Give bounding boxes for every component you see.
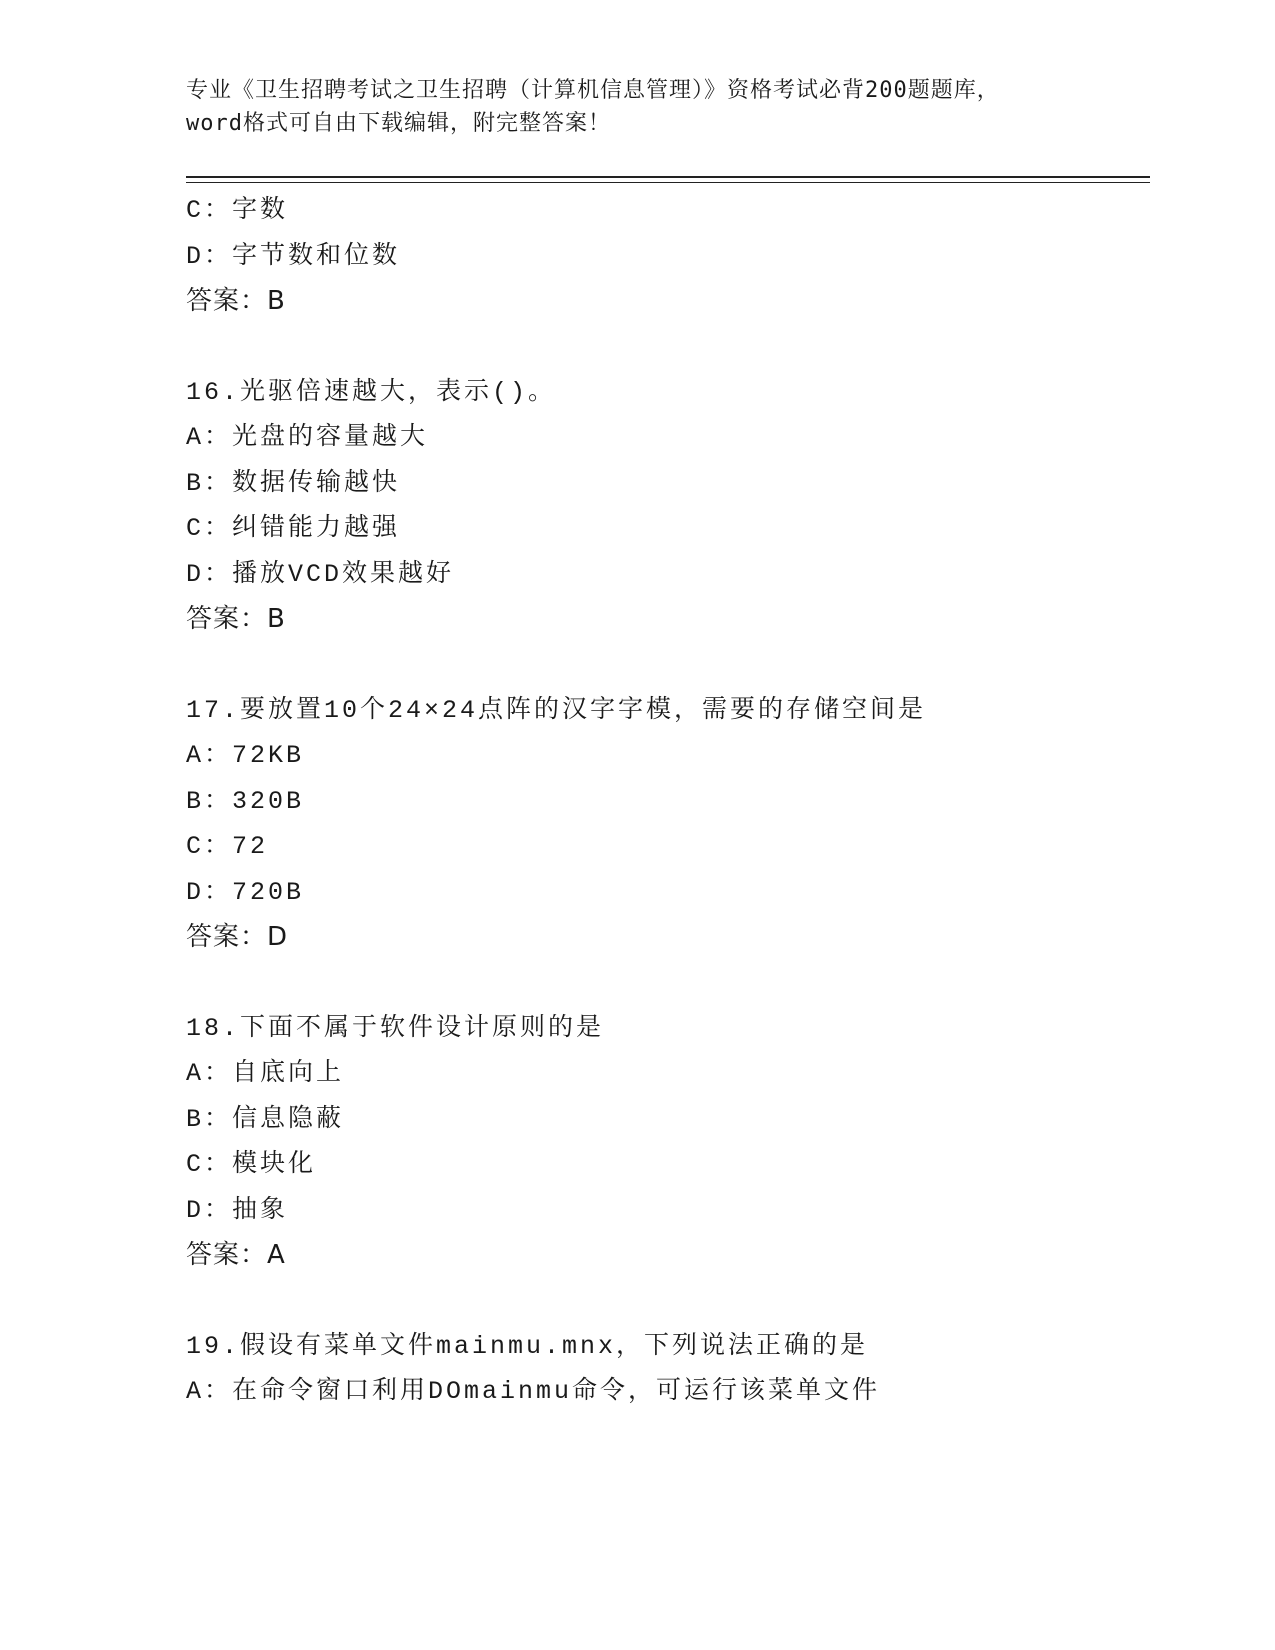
option-label: B： — [186, 468, 233, 498]
previous-question-tail — [186, 188, 1146, 325]
option-label: B： — [186, 786, 233, 816]
option-c — [186, 1142, 1146, 1188]
option-b — [186, 461, 1146, 507]
option-a — [186, 1369, 1146, 1415]
option-label: D： — [186, 1195, 233, 1225]
option-label: A： — [186, 1059, 233, 1088]
option-text: 720B — [232, 877, 305, 907]
option-label: A： — [186, 1377, 233, 1406]
option-d — [186, 870, 1146, 916]
header-divider-thin — [186, 182, 1150, 183]
option-text: 光盘的容量越大 — [232, 423, 429, 452]
option-a — [186, 733, 1146, 779]
question-19 — [186, 1324, 1146, 1415]
option-label: A： — [186, 741, 233, 770]
option-label: A： — [186, 423, 233, 452]
spacer — [186, 1279, 1146, 1324]
question-18 — [186, 1006, 1146, 1279]
question-stem: 19.假设有菜单文件mainmu.mnx，下列说法正确的是 — [186, 1331, 869, 1361]
option-text: 72 — [232, 832, 269, 861]
option-label: D： — [186, 241, 233, 271]
question-16 — [186, 370, 1146, 643]
option-c — [186, 824, 1146, 870]
option-text: 数据传输越快 — [232, 468, 401, 498]
spacer — [186, 643, 1146, 688]
header-title-line-2: word格式可自由下载编辑，附完整答案！ — [186, 111, 611, 136]
option-a — [186, 415, 1146, 461]
option-d — [186, 552, 1146, 598]
spacer — [186, 325, 1146, 370]
option-text: 字节数和位数 — [232, 241, 401, 271]
option-label: C： — [186, 514, 233, 543]
option-c — [186, 506, 1146, 552]
option-text: 播放VCD效果越好 — [232, 559, 455, 589]
option-d — [186, 234, 1146, 280]
option-text: 抽象 — [232, 1195, 289, 1225]
option-text: 纠错能力越强 — [232, 514, 401, 543]
option-text: 72KB — [232, 741, 305, 770]
option-d — [186, 1188, 1146, 1234]
option-b — [186, 1097, 1146, 1143]
option-text: 信息隐蔽 — [232, 1104, 345, 1134]
answer-line: 答案：D — [186, 922, 289, 952]
question-stem: 18.下面不属于软件设计原则的是 — [186, 1013, 605, 1043]
spacer — [186, 961, 1146, 1006]
option-b — [186, 779, 1146, 825]
question-stem: 16.光驱倍速越大，表示()。 — [186, 377, 557, 407]
option-label: C： — [186, 1150, 233, 1179]
option-label: D： — [186, 877, 233, 907]
question-stem: 17.要放置10个24×24点阵的汉字字模，需要的存储空间是 — [186, 695, 927, 725]
option-text: 字数 — [232, 196, 289, 225]
option-text: 在命令窗口利用DOmainmu命令，可运行该菜单文件 — [232, 1377, 881, 1406]
answer-line: 答案：B — [186, 604, 286, 634]
answer-line: 答案：A — [186, 1240, 286, 1270]
header-title-line-1: 专业《卫生招聘考试之卫生招聘（计算机信息管理）》资格考试必背200题题库， — [186, 78, 1000, 103]
option-c — [186, 188, 1146, 234]
question-17 — [186, 688, 1146, 961]
option-label: C： — [186, 196, 233, 225]
question-list — [186, 188, 1146, 1415]
header-divider-thick — [186, 176, 1150, 178]
option-label: B： — [186, 1104, 233, 1134]
option-label: D： — [186, 559, 233, 589]
answer-line: 答案：B — [186, 286, 286, 316]
option-a — [186, 1051, 1146, 1097]
document-header — [186, 74, 1086, 140]
option-text: 320B — [232, 786, 305, 816]
option-text: 模块化 — [232, 1150, 317, 1179]
option-text: 自底向上 — [232, 1059, 345, 1088]
option-label: C： — [186, 832, 233, 861]
